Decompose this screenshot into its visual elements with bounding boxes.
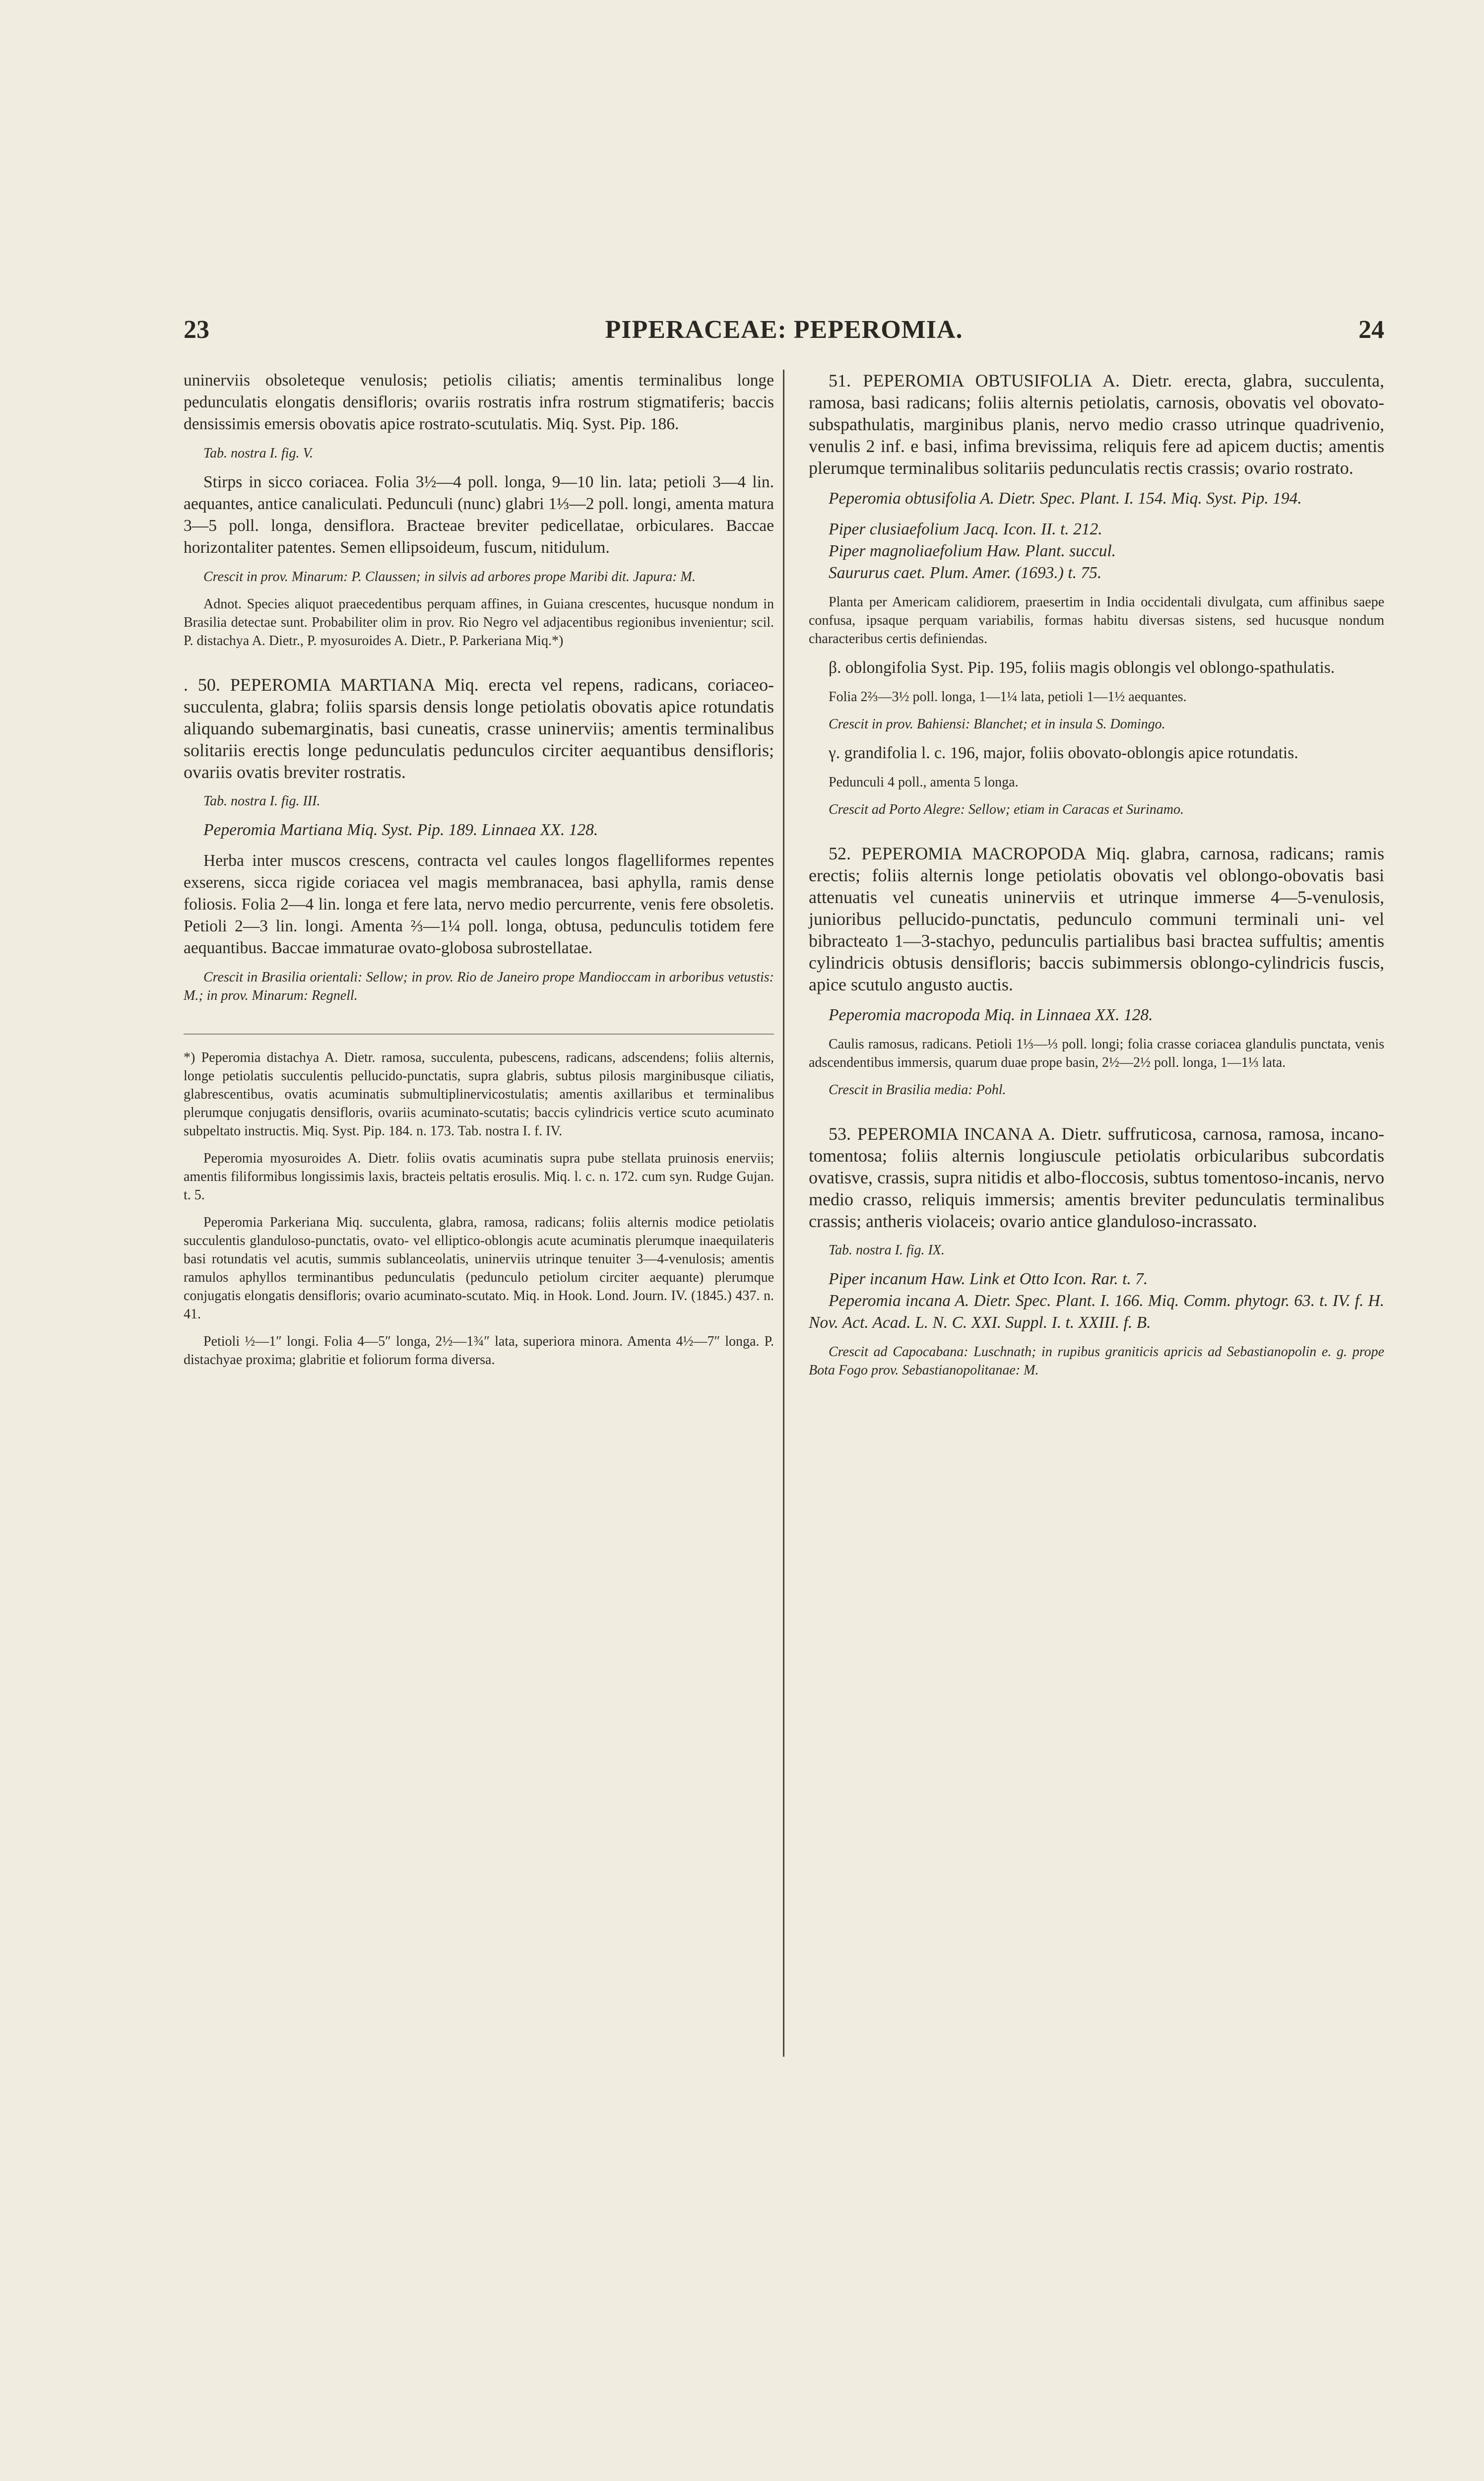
right-column xyxy=(809,370,1384,1388)
variety-beta: β. oblongifolia Syst. Pip. 195, foliis magis oblongis vel oblongo-spathulatis. xyxy=(829,658,1335,677)
description-paragraph: Stirps in sicco coriacea. Folia 3½—4 poll. longa, 9—10 lin. lata; petioli 3—4 lin. aequantes, antice canaliculati. Pedunculi (nunc) glabri 1⅓—2 poll. longi, amenta matura 3—5 poll. longa, densiflora. Bracteae breviter pedicellatae, orbiculares. Baccae horizontaliter patentes. Semen ellipsoideum, fuscum, nitidulum. xyxy=(184,473,774,557)
synonym: Saururus caet. Plum. Amer. (1693.) t. 75. xyxy=(829,564,1102,582)
synonym: Piper incanum Haw. Link et Otto Icon. Rar. t. 7. xyxy=(829,1270,1148,1288)
synonym: Peperomia incana A. Dietr. Spec. Plant. I. 166. Miq. Comm. phytogr. 63. t. IV. f. H. Nov. Act. Acad. L. N. C. XXI. Suppl. I. t. XXIII. f. B. xyxy=(809,1292,1384,1332)
synonym: Peperomia obtusifolia A. Dietr. Spec. Plant. I. 154. Miq. Syst. Pip. 194. xyxy=(829,489,1302,508)
paragraph-continued: uninerviis obsoleteque venulosis; petiolis ciliatis; amentis terminalibus longe pedunculatis elongatis densifloris; ovariis rostratis infra rostrum stigmatiferis; baccis densissimis emersis obovatis apice rostrato-scutulatis. Miq. Syst. Pip. 186. xyxy=(184,371,774,433)
synonym: Peperomia Martiana Miq. Syst. Pip. 189. Linnaea XX. 128. xyxy=(203,821,598,839)
crescit-locality: Crescit in prov. Bahiensi: Blanchet; et in insula S. Domingo. xyxy=(829,717,1165,732)
synonym: Peperomia macropoda Miq. in Linnaea XX. 128. xyxy=(829,1006,1153,1024)
left-column xyxy=(184,370,774,1378)
footnote-myosuroides: Peperomia myosuroides A. Dietr. foliis ovatis acuminatis supra pube stellata pruinosis enerviis; amentis filiformibus longissimis laxis, bracteis peltatis erosulis. Miq. l. c. n. 172. cum syn. Rudge Gujan. t. 5. xyxy=(184,1151,774,1203)
synonym: Piper clusiaefolium Jacq. Icon. II. t. 212. xyxy=(829,520,1102,538)
footnote-divider xyxy=(184,1034,774,1035)
species-52-diagnosis: 52. PEPEROMIA MACROPODA Miq. glabra, carnosa, radicans; ramis erectis; foliis alternis longe petiolatis obovatis vel oblongo-obovatis basi attenuatis vel cuneatis uninerviis et utrinque immerse 4—5-venulosis, junioribus pellucido-punctatis, pedunculo communi terminali uni- vel bibracteato 1—3-stachyo, pedunculis partialibus basi bractea suffultis; amentis cylindricis obtusis densifloris; baccis subimmersis oblongo-cylindricis fuscis, apice scutulo angusto auctis. xyxy=(809,844,1384,994)
table-reference: Tab. nostra I. fig. V. xyxy=(203,446,313,461)
crescit-locality: Crescit in prov. Minarum: P. Claussen; in silvis ad arbores prope Maribi dit. Japura: M. xyxy=(203,569,696,585)
footnote-distachya: *) Peperomia distachya A. Dietr. ramosa, succulenta, pubescens, radicans, adscendens; foliis alternis, longe petiolatis succulentis pellucido-punctatis, supra glabris, subtus pilosis marginibusque ciliatis, glabrescentibus, ovatis acuminatis submultiplinervicostulatis; amentis axillaribus et terminalibus plerumque conjugatis densifloris, ovariis acuminato-scutatis; baccis cylindricis vertice scuto acuminato subpeltato instructis. Miq. Syst. Pip. 184. n. 173. Tab. nostra I. f. IV. xyxy=(184,1050,774,1139)
page-header xyxy=(184,315,1384,355)
species-53-diagnosis: 53. PEPEROMIA INCANA A. Dietr. suffruticosa, carnosa, ramosa, incano-tomentosa; foliis alternis longiuscule petiolatis orbicularibus subcordatis ovatisve, crassis, supra nitidis et albo-floccosis, subtus tomentoso-incanis, nervo medio crasso, reliquis immersis; amentis breviter pedunculatis terminalibus crassis; antheris violaceis; ovario antice glanduloso-incrassato. xyxy=(809,1124,1384,1231)
species-52-description: Caulis ramosus, radicans. Petioli 1⅓—⅓ poll. longi; folia crasse coriacea glandulis punctata, venis adscendentibus immersis, quarum duae prope basin, 2½—2½ poll. longa, 1—1⅓ lata. xyxy=(809,1037,1384,1070)
synonym: Piper magnoliaefolium Haw. Plant. succul. xyxy=(829,542,1116,560)
column-rule xyxy=(783,370,784,2057)
table-reference: Tab. nostra I. fig. III. xyxy=(203,793,321,809)
crescit-locality: Crescit ad Porto Alegre: Sellow; etiam in Caracas et Surinamo. xyxy=(829,802,1184,817)
crescit-locality: Crescit in Brasilia media: Pohl. xyxy=(829,1082,1006,1098)
species-50-diagnosis: . 50. PEPEROMIA MARTIANA Miq. erecta vel repens, radicans, coriaceo-succulenta, glabra; foliis sparsis densis longe petiolatis obovatis apice rotundatis aliquando subemarginatis, basi cuneatis, crasse uninerviis; amentis terminalibus solitariis erectis longe pedunculatis pedunculos circiter aequantibus densifloris; ovariis ovatis breviter rostratis. xyxy=(184,675,774,782)
variety-gamma: γ. grandifolia l. c. 196, major, foliis obovato-oblongis apice rotundatis. xyxy=(829,744,1298,762)
note-paragraph: Planta per Americam calidiorem, praesertim in India occidentali divulgata, cum affinibus saepe confusa, ipsaque perquam variabilis, formas habitu diversas sistens, sed hucusque nondum characteribus certis definiendas. xyxy=(809,594,1384,647)
footnote-parkeriana: Peperomia Parkeriana Miq. succulenta, glabra, ramosa, radicans; foliis alternis modice petiolatis succulentis glanduloso-punctatis, ovato- vel elliptico-oblongis acute acuminatis plerumque inaequilateris basi rotundatis vel acutis, summis sublanceolatis, uninerviis utrinque tenuiter 3—4-venulosis; amentis ramulos aphyllos terminantibus pedunculatis (pedunculo petiolum circiter aequante) plerumque conjugatis elongatis densifloris; ovario acuminato-scutato. Miq. in Hook. Lond. Journ. IV. (1845.) 437. n. 41. xyxy=(184,1215,774,1322)
footnote-measurements: Petioli ½—1″ longi. Folia 4—5″ longa, 2½—1¾″ lata, superiora minora. Amenta 4½—7″ longa. P. distachyae proxima; glabritie et foliorum forma diversa. xyxy=(184,1334,774,1368)
page-number-left: 23 xyxy=(184,316,209,344)
adnotatio: Adnot. Species aliquot praecedentibus perquam affines, in Guiana crescentes, hucusque nondum in Brasilia detectae sunt. Probabiliter olim in prov. Rio Negro vel adjacentibus regionibus invenientur; scil. P. distachya A. Dietr., P. myosuroides A. Dietr., P. Parkeriana Miq.*) xyxy=(184,596,774,649)
page-number-right: 24 xyxy=(1358,316,1384,344)
species-50-description: Herba inter muscos crescens, contracta vel caules longos flagelliformes repentes exserens, sicca rigide coriacea vel magis membranacea, basi aphylla, ramis dense foliosis. Folia 2—4 lin. longa et fere lata, nervo medio percurrente, venis fere obsoletis. Petioli 2—3 lin. longi. Amenta ⅔—1¼ poll. longa, obtusa, pedunculis totidem fere aequantibus. Baccae immaturae ovato-globosa subrostellatae. xyxy=(184,851,774,957)
crescit-locality: Crescit in Brasilia orientali: Sellow; in prov. Rio de Janeiro prope Mandioccam in arboribus vetustis: M.; in prov. Minarum: Regnell. xyxy=(184,970,774,1003)
running-title: PIPERACEAE: PEPEROMIA. xyxy=(605,316,963,344)
species-51-diagnosis: 51. PEPEROMIA OBTUSIFOLIA A. Dietr. erecta, glabra, succulenta, ramosa, basi radicans; foliis alternis petiolatis, carnosis, obovatis vel obovato-subspathulatis, marginibus planis, nervo medio crasso utrinque quadrivenio, venulis 2 inf. e basi, infima brevissima, reliquis fere ad apicem ductis; amentis plerumque terminalibus solitariis pedunculatis rectis crassis; ovario rostrato. xyxy=(809,371,1384,478)
variety-beta-description: Folia 2⅔—3½ poll. longa, 1—1¼ lata, petioli 1—1½ aequantes. xyxy=(829,689,1187,705)
crescit-locality: Crescit ad Capocabana: Luschnath; in rupibus graniticis apricis ad Sebastianopolin e. g. prope Bota Fogo prov. Sebastianopolitanae: M. xyxy=(809,1344,1384,1378)
variety-gamma-description: Pedunculi 4 poll., amenta 5 longa. xyxy=(829,775,1019,790)
table-reference: Tab. nostra I. fig. IX. xyxy=(829,1242,945,1258)
